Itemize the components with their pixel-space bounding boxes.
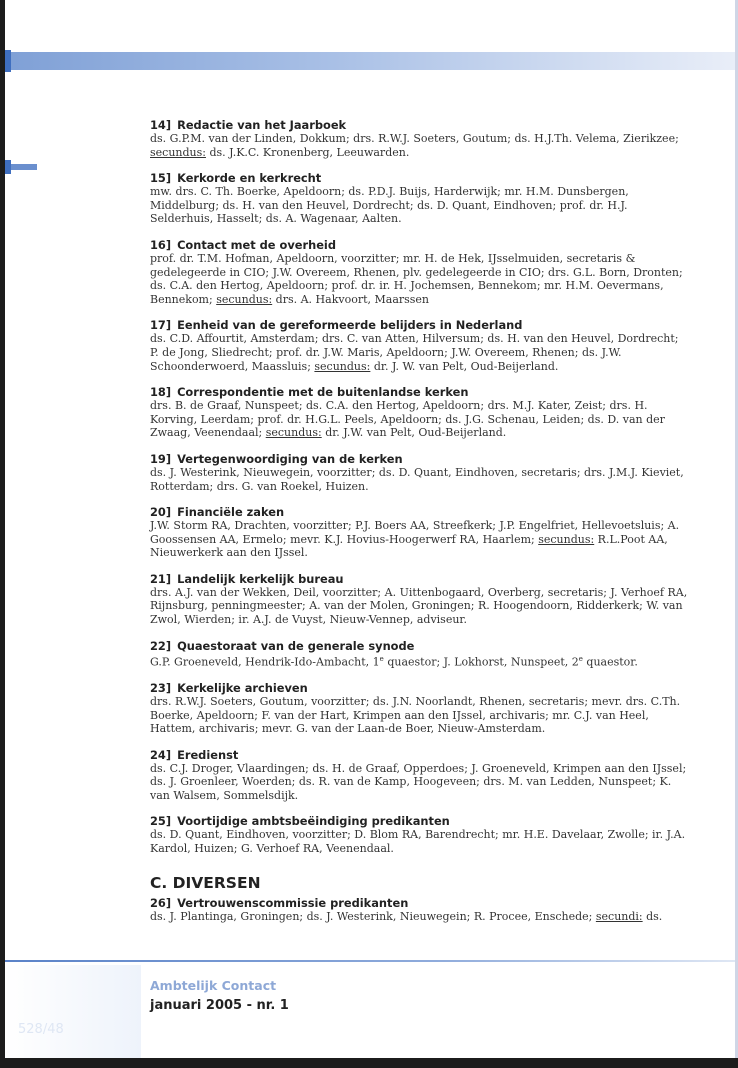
section-22	[150, 639, 690, 669]
header-color-band	[5, 52, 735, 70]
body-text: prof. dr. T.M. Hofman, Apeldoorn, voorzitter; mr. H. de Hek, IJsselmuiden, secretaris & gedelegeerde in CIO; J.W. Overeem, Rhenen, plv. gedelegeerde in CIO; drs. G.L. Born, Dronten; ds. C.A. den Hertog, Apeldoorn; prof. dr. ir. H. Jochemsen, Bennekom; mr. H.M. Oevermans, Bennekom;	[150, 251, 683, 306]
section-heading	[150, 639, 690, 653]
publication-title: Ambtelijk Contact	[150, 978, 277, 993]
secundus-label: secundus:	[265, 426, 322, 440]
section-title: Eenheid van de gereformeerde belijders in Nederland	[177, 318, 523, 333]
section-heading	[150, 814, 690, 828]
section-body	[150, 828, 690, 855]
secundus-label: secundus:	[150, 145, 206, 159]
section-number: 23]	[150, 680, 172, 695]
section-number: 25]	[150, 814, 172, 829]
body-text: dr. J.W. van Pelt, Oud-Beijerland.	[321, 426, 507, 440]
section-21	[150, 572, 690, 627]
body-text: quaestor.	[582, 655, 638, 669]
section-heading	[150, 385, 690, 399]
category-heading: C. DIVERSEN	[150, 873, 261, 892]
section-body	[150, 695, 690, 736]
page-content	[150, 118, 690, 935]
body-text: ds. J. Plantinga, Groningen; ds. J. Westerink, Nieuwegein; R. Procee, Enschede;	[150, 909, 596, 923]
publication-issue: januari 2005 - nr. 1	[150, 998, 289, 1013]
section-heading	[150, 681, 690, 695]
section-title: Kerkelijke archieven	[177, 680, 308, 695]
section-number: 18]	[150, 385, 172, 400]
section-number: 20]	[150, 505, 172, 520]
section-14	[150, 118, 690, 159]
body-text: quaestor; J. Lokhorst, Nunspeet, 2	[383, 655, 579, 669]
section-20	[150, 505, 690, 560]
body-text: drs. A. Hakvoort, Maarssen	[272, 292, 430, 306]
section-title: Contact met de overheid	[177, 237, 336, 252]
section-number: 15]	[150, 171, 172, 186]
section-body	[150, 586, 690, 627]
section-title: Vertrouwenscommissie predikanten	[177, 895, 409, 910]
footer-rule	[5, 960, 735, 962]
section-title: Redactie van het Jaarboek	[177, 118, 347, 132]
section-heading	[150, 171, 690, 185]
section-number: 14]	[150, 118, 172, 132]
ordinal-superscript: e	[379, 654, 384, 663]
body-text: drs. R.W.J. Soeters, Goutum, voorzitter; ds. J.N. Noorlandt, Rhenen, secretaris; mevr. drs. C.Th. Boerke, Apeldoorn; F. van der Hart, Krimpen aan den IJssel, archivaris; mr. C.J. van Heel, Hattem, archivaris; mevr. G. van der Laan-de Boer, Nieuw-Amsterdam.	[150, 694, 681, 736]
section-heading	[150, 896, 690, 910]
section-heading	[150, 118, 690, 132]
secundus-label: secundus:	[216, 292, 273, 306]
section-body	[150, 252, 690, 306]
secundus-label: secundus:	[538, 532, 595, 546]
body-text: drs. B. de Graaf, Nunspeet; ds. C.A. den Hertog, Apeldoorn; drs. M.J. Kater, Zeist; drs. H. Korving, Leerdam; prof. dr. H.G.L. Peels, Apeldoorn; ds. J.G. Schenau, Leiden; ds. D. van der Zwaag, Veenendaal;	[150, 399, 665, 440]
body-text: G.P. Groeneveld, Hendrik-Ido-Ambacht, 1	[150, 655, 380, 669]
section-title: Quaestoraat van de generale synode	[177, 638, 415, 653]
section-body	[150, 519, 690, 560]
section-heading	[150, 505, 690, 519]
section-title: Eredienst	[177, 747, 239, 762]
section-body	[150, 185, 690, 226]
section-number: 26]	[150, 895, 172, 910]
section-body	[150, 466, 690, 493]
body-text: mw. drs. C. Th. Boerke, Apeldoorn; ds. P.D.J. Buijs, Harderwijk; mr. H.M. Dunsbergen, Middelburg; ds. H. van den Heuvel, Dordrecht; ds. D. Quant, Eindhoven; prof. dr. H.J. Selderhuis, Hasselt; ds. A. Wagenaar, Aalten.	[150, 185, 629, 226]
body-text: R.L.Poot AA, Nieuwerkerk aan den IJssel.	[150, 532, 668, 560]
section-body	[150, 762, 690, 803]
section-18	[150, 385, 690, 440]
section-23	[150, 681, 690, 736]
section-16	[150, 238, 690, 306]
header-marker	[5, 50, 11, 72]
section-24	[150, 748, 690, 803]
secundus-label: secundi:	[595, 909, 643, 923]
section-number: 21]	[150, 571, 172, 586]
section-title: Vertegenwoordiging van de kerken	[177, 451, 403, 466]
section-body	[150, 132, 690, 159]
section-heading	[150, 572, 690, 586]
section-title: Correspondentie met de buitenlandse kerken	[177, 385, 469, 400]
body-text: drs. A.J. van der Wekken, Deil, voorzitter; A. Uittenbogaard, Overberg, secretaris; J. Verhoef RA, Rijnsburg, penningmeester; A. van der Molen, Groningen; R. Hoogendoorn, Ridderkerk; W. van Zwol, Wierden; ir. A.J. de Vuyst, Nieuw-Vennep, adviseur.	[150, 585, 688, 627]
section-15	[150, 171, 690, 226]
section-title: Financiële zaken	[177, 505, 285, 520]
section-body	[150, 910, 690, 924]
section-19	[150, 452, 690, 493]
secundus-label: secundus:	[314, 359, 371, 373]
section-26	[150, 896, 690, 924]
section-17	[150, 318, 690, 373]
footer-block	[5, 965, 141, 1058]
section-number: 24]	[150, 747, 172, 762]
section-heading	[150, 238, 690, 252]
body-text: ds.	[642, 909, 663, 923]
section-number: 16]	[150, 237, 172, 252]
page-frame-bottom	[0, 1058, 738, 1068]
body-text: ds. D. Quant, Eindhoven, voorzitter; D. Blom RA, Barendrecht; mr. H.E. Davelaar, Zwolle; ir. J.A. Kardol, Huizen; G. Verhoef RA, Veenendaal.	[150, 828, 686, 856]
section-number: 17]	[150, 318, 172, 333]
ordinal-superscript: e	[578, 654, 583, 663]
body-text: dr. J. W. van Pelt, Oud-Beijerland.	[370, 359, 559, 373]
section-title: Kerkorde en kerkrecht	[177, 171, 322, 186]
section-list	[150, 118, 690, 856]
section-title: Voortijdige ambtsbeëindiging predikanten	[177, 814, 450, 829]
page-number: 528/48	[18, 1022, 64, 1037]
body-text: ds. C.J. Droger, Vlaardingen; ds. H. de Graaf, Opperdoes; J. Groeneveld, Krimpen aan den IJssel; ds. J. Groenleer, Woerden; ds. R. van de Kamp, Hoogeveen; drs. M. van Ledden, Nunspeet; K. van Walsem, Sommelsdijk.	[150, 761, 687, 802]
body-text: J.W. Storm RA, Drachten, voorzitter; P.J. Boers AA, Streefkerk; J.P. Engelfriet, Hellevoetsluis; A. Goossensen AA, Ermelo; mevr. K.J. Hovius-Hoogerwerf RA, Haarlem;	[150, 519, 680, 546]
body-text: ds. C.D. Affourtit, Amsterdam; drs. C. van Atten, Hilversum; ds. H. van den Heuvel, Dordrecht; P. de Jong, Sliedrecht; prof. dr. J.W. Maris, Apeldoorn; J.W. Overeem, Rhenen; ds. J.W. Schoonderwoerd, Maassluis;	[150, 332, 679, 373]
section-number: 19]	[150, 451, 172, 466]
body-text: ds. G.P.M. van der Linden, Dokkum; drs. R.W.J. Soeters, Goutum; ds. H.J.Th. Velema, Zierikzee;	[150, 132, 679, 145]
section-list-diversen	[150, 896, 690, 924]
section-body	[150, 399, 690, 440]
section-body	[150, 332, 690, 373]
section-heading	[150, 318, 690, 332]
section-body	[150, 653, 690, 669]
section-heading	[150, 748, 690, 762]
section-heading	[150, 452, 690, 466]
body-text: ds. J.K.C. Kronenberg, Leeuwarden.	[205, 145, 410, 159]
section-25	[150, 814, 690, 855]
side-marker-tip	[5, 160, 11, 174]
section-title: Landelijk kerkelijk bureau	[177, 571, 344, 586]
body-text: ds. J. Westerink, Nieuwegein, voorzitter; ds. D. Quant, Eindhoven, secretaris; drs. J.M.J. Kieviet, Rotterdam; drs. G. van Roekel, Huizen.	[150, 465, 684, 493]
section-number: 22]	[150, 638, 172, 653]
